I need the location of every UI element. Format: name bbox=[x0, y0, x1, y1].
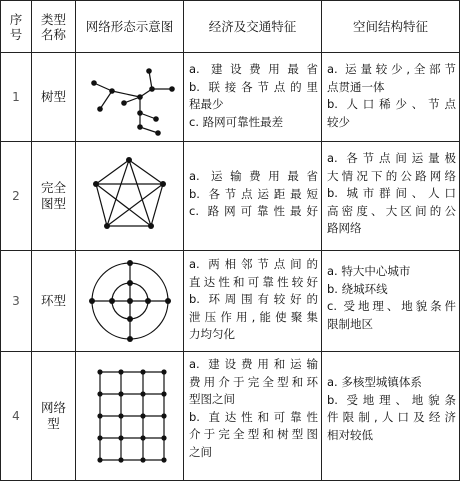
row-type-label: 完全图型 bbox=[40, 180, 66, 211]
econ-line: b. 环周围有较好的 bbox=[189, 292, 318, 306]
space-line: 路网络 bbox=[327, 221, 362, 235]
space-line: b. 人口稀少、节点 bbox=[327, 97, 456, 111]
space-line: b. 绕城环线 bbox=[327, 281, 388, 296]
space-line: a. 特大中心城市 bbox=[327, 264, 411, 278]
econ-line: c. 路网可靠性最差 bbox=[189, 114, 284, 129]
row-type bbox=[32, 142, 76, 251]
space-line: 大情况下的公路网络 bbox=[327, 168, 456, 183]
econ-line: 泄压作用,能使聚集 bbox=[189, 309, 318, 324]
econ-cell bbox=[184, 251, 322, 352]
space-line: 限制地区 bbox=[327, 316, 373, 331]
row-type: 树型 bbox=[32, 53, 76, 142]
space-cell bbox=[322, 352, 460, 481]
grid-network-icon bbox=[76, 352, 184, 480]
econ-line: c. 路网可靠性最好 bbox=[189, 204, 318, 218]
ring-network-figure bbox=[76, 251, 184, 352]
header-econ: 经济及交通特征 bbox=[184, 1, 322, 53]
space-line: b. 受地理、地貌条 bbox=[327, 392, 456, 407]
space-cell bbox=[322, 251, 460, 352]
complete-graph-figure bbox=[76, 142, 184, 251]
header-row bbox=[1, 1, 460, 53]
econ-line: b. 联接各节点的里 bbox=[189, 79, 318, 94]
space-line: 点贯通一体 bbox=[327, 79, 385, 94]
econ-line: 直达性和可靠性较好 bbox=[189, 274, 318, 289]
econ-cell bbox=[184, 53, 322, 142]
space-line: 件限制,人口及经济 bbox=[327, 410, 456, 424]
pentagram-network-icon bbox=[76, 142, 184, 250]
space-line: c. 受地理、地貌条件 bbox=[327, 299, 456, 313]
ring-network-icon bbox=[76, 251, 184, 351]
space-line: b. 城市群间、人口 bbox=[327, 186, 456, 200]
table-row-tree bbox=[1, 53, 460, 142]
table-row-complete bbox=[1, 142, 460, 251]
econ-line: a. 运输费用最省 bbox=[189, 169, 318, 183]
header-fig: 网络形态示意图 bbox=[76, 1, 184, 53]
econ-line: 力均匀化 bbox=[189, 327, 235, 341]
table-row-ring bbox=[1, 251, 460, 352]
header-num: 序号 bbox=[1, 1, 32, 53]
econ-cell bbox=[184, 352, 322, 481]
row-num: 3 bbox=[1, 251, 32, 352]
header-space: 空间结构特征 bbox=[322, 1, 460, 53]
econ-line: 之间 bbox=[189, 444, 212, 459]
space-cell bbox=[322, 142, 460, 251]
row-type: 环型 bbox=[32, 251, 76, 352]
table-row-grid bbox=[1, 352, 460, 481]
space-cell bbox=[322, 53, 460, 142]
econ-line: 介于完全型和树型图 bbox=[189, 427, 318, 441]
space-line: a. 多核型城镇体系 bbox=[327, 375, 422, 389]
header-type: 类型名称 bbox=[32, 1, 76, 53]
space-line: 高密度、大区间的公 bbox=[327, 203, 456, 218]
econ-line: 型图之间 bbox=[189, 392, 235, 406]
row-num: 4 bbox=[1, 352, 32, 481]
space-line: a. 运量较少,全部节 bbox=[327, 62, 456, 76]
row-num: 2 bbox=[1, 142, 32, 251]
tree-network-icon bbox=[76, 53, 184, 141]
grid-network-figure bbox=[76, 352, 184, 481]
econ-line: b. 各节点运距最短 bbox=[189, 186, 318, 201]
row-type bbox=[32, 352, 76, 481]
space-line: a. 各节点间运量极 bbox=[327, 151, 456, 165]
row-num: 1 bbox=[1, 53, 32, 142]
econ-line: a. 建设费用和运输 bbox=[189, 357, 318, 371]
econ-line: b. 直达性和可靠性 bbox=[189, 409, 318, 424]
econ-line: a. 两相邻节点间的 bbox=[189, 257, 318, 271]
space-line: 相对较低 bbox=[327, 427, 373, 442]
econ-cell bbox=[184, 142, 322, 251]
econ-line: 费用介于完全型和环 bbox=[189, 374, 318, 389]
econ-line: 程最少 bbox=[189, 97, 224, 111]
row-type-label: 网络型 bbox=[40, 400, 66, 431]
space-line: 较少 bbox=[327, 114, 350, 129]
econ-line: a. 建设费用最省 bbox=[189, 62, 318, 76]
tree-network-figure bbox=[76, 53, 184, 142]
